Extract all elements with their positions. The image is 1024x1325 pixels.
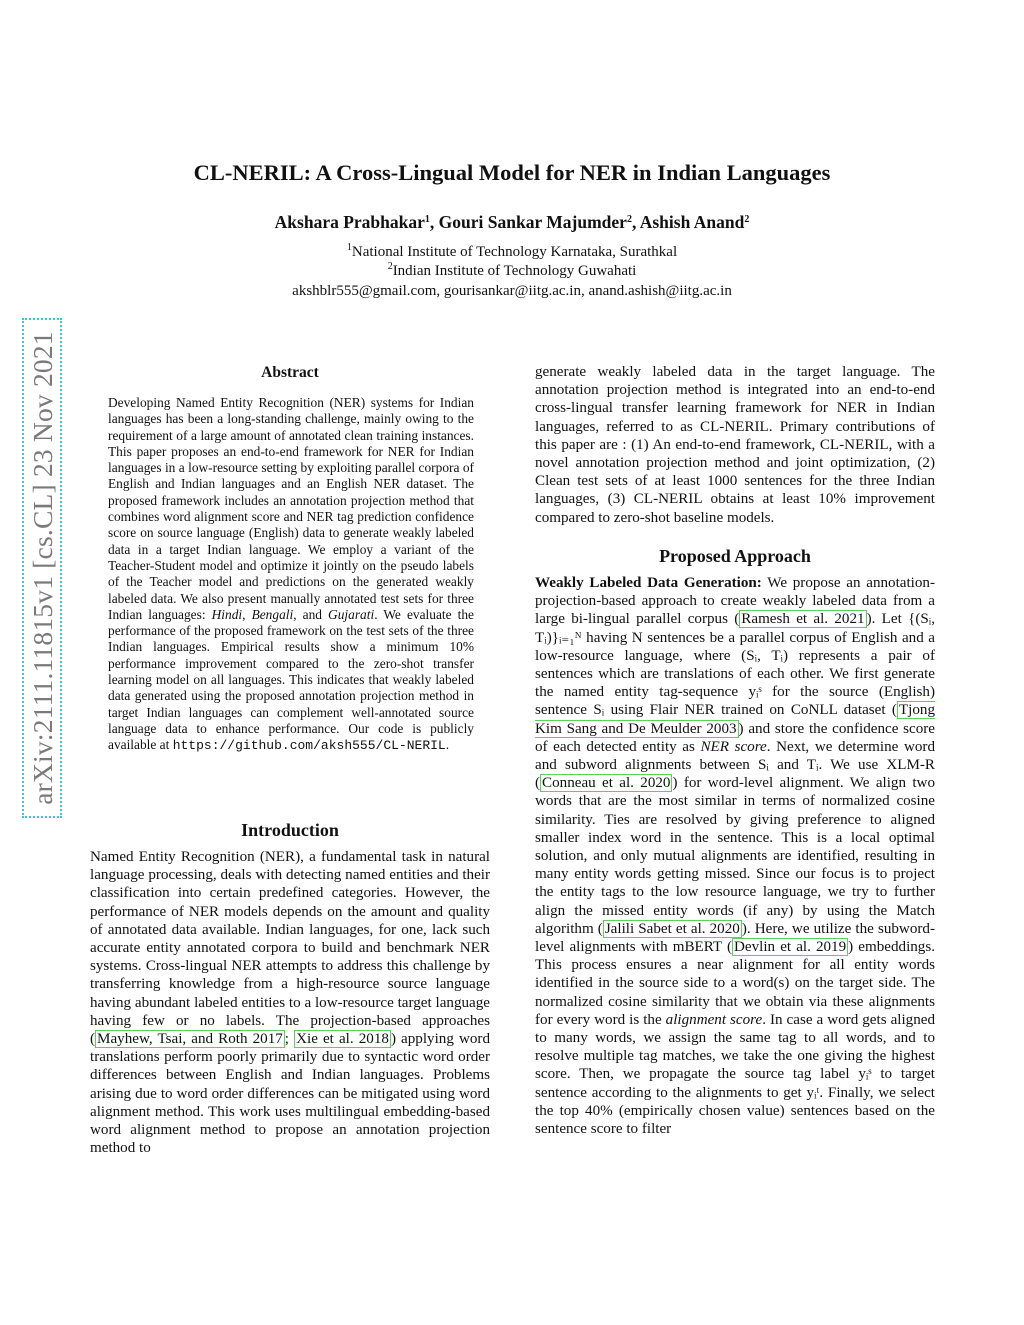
approach-text: ) for word-level alignment. We align two words that are the most similar in terms of normalized cosine similarity. Ties are resolved by giving preference to aligned smaller index word in the sentence. This is a local optimal solution, and only mutual alignments are identified, resulting in many entity words getting missed. Since our focus is to project the entity tags to the low resource language, we try to further align the missed entity words (if any) by using the Match algorithm ( <box>535 775 935 937</box>
affiliation-mark: 2 <box>387 261 393 272</box>
citation-link[interactable]: Tjong Kim Sang and De Meulder 2003 <box>535 702 935 737</box>
approach-text: ). Let {(Sᵢ, Tᵢ)}ᵢ₌₁ᴺ having N sentences be a parallel corpus of English and a low-resource language, where (Sᵢ, Tᵢ) represents a pair of sentences which are translations of each other. We first generate the named entity tag-sequence yᵢˢ for the source (English) sentence Sᵢ using Flair NER trained on CoNLL dataset ( <box>535 611 935 719</box>
separator: , and <box>293 606 329 622</box>
citation-link[interactable]: Devlin et al. 2019 <box>734 939 847 956</box>
author-affiliation-mark: 2 <box>626 214 632 225</box>
introduction-continued <box>535 363 935 527</box>
separator: , <box>242 606 252 622</box>
abstract-text: . We evaluate the performance of the proposed framework on the test sets of the three Indian languages. Empirical results show a minimum 10% performance improvement compared to the zero-shot transfer learning model on all languages. This indicates that weakly labeled data generated using the proposed annotation projection method in target Indian languages can complement well-annotated source language data to enhance performance. Our code is publicly available at <box>108 606 474 753</box>
abstract-body <box>108 395 474 755</box>
emphasis-term: alignment score <box>665 1011 763 1028</box>
language-name: Hindi <box>211 606 243 622</box>
language-name: Bengali <box>251 606 294 622</box>
approach-text: ). Here, we utilize the subword-level alignments with mBERT ( <box>535 920 935 956</box>
introduction-text: generate weakly labeled data in the target language. The annotation projection method is integrated into an end-to-end cross-lingual transfer learning framework for NER in Indian languages, referred to as CL-NERIL. Primary contributions of this paper are : (1) An end-to-end framework, CL-NERIL, with a novel annotation projection method and joint optimization, (2) Clean test sets of at least 1000 sentences for the three Indian languages, (3) CL-NERIL obtains at least 10% improvement compared to zero-shot baseline models. <box>535 364 935 526</box>
separator: ; <box>284 1031 295 1048</box>
proposed-approach-body <box>535 574 935 1138</box>
introduction-text: Named Entity Recognition (NER), a fundamental task in natural language processing, deals with detecting named entities and their classification into certain predefined categories. However, the performance of NER models depends on the amount and quality of annotated data available. Indian languages, for one, lack such accurate entity annotated corpora to build and benchmark NER systems. Cross-lingual NER attempts to address this challenge by transferring knowledge from a high-resource source language having abundant labeled entities to a low-resource target language having few or no labels. The projection-based approaches ( <box>90 849 490 1048</box>
author-line: Akshara Prabhakar$^1$, Gouri Sankar Majumder$^2$, Ashish Anand$^2$ <box>274 212 750 232</box>
language-name: Gujarati <box>328 606 375 622</box>
arxiv-side-label: arXiv:2111.11815v1 [cs.CL] 23 Nov 2021 <box>22 318 62 818</box>
author-name: Ashish Anand <box>639 212 745 232</box>
affiliation-text: National Institute of Technology Karnataka, Surathkal <box>351 244 678 260</box>
affiliation-1 <box>0 244 1024 261</box>
approach-text: ) and store the confidence score of each detected entity as <box>535 720 935 755</box>
abstract-heading: Abstract <box>261 364 319 381</box>
proposed-approach-heading: Proposed Approach <box>659 546 811 566</box>
approach-text: . In case a word gets aligned to many words, we assign the same tag to all words, and to resolve multiple tag matches, we take the one giving the highest score. Then, we propagate the source tag label yᵢˢ to target sentence according to the alignments to get yᵢᵗ. Finally, we select the top 40% (empirically chosen value) sentences based on the sentence score to filter <box>535 1011 935 1138</box>
author-affiliation-mark: 2 <box>744 214 750 225</box>
citation-link[interactable]: Mayhew, Tsai, and Roth 2017 <box>97 1031 283 1048</box>
abstract-text: Developing Named Entity Recognition (NER) systems for Indian languages has been a long-standing challenge, mainly owing to the requirement of a large amount of annotated clean training instances. This paper proposes an end-to-end framework for NER for Indian languages in a low-resource setting by exploiting parallel corpora of English and Indian languages and an English NER dataset. The proposed framework includes an annotation projection method that combines word alignment score and NER tag prediction confidence score on source language (English) data to generate weakly labeled data in a target Indian language. We employ a variant of the Teacher-Student model and optimize it jointly on the pseudo labels of the Teacher model and predictions on the generated weakly labeled data. We also present manually annotated test sets for three Indian languages: <box>108 395 474 622</box>
approach-text: ) embeddings. This process ensures a near alignment for all entity words identified in the source side to a word(s) on the target side. The normalized cosine similarity that we obtain via these alignments for every word is the <box>535 939 936 1028</box>
introduction-body <box>90 848 490 1157</box>
introduction-text: ) applying word translations perform poorly primarily due to syntactic word order differences between English and Indian languages. Problems arising due to word order differences can be mitigated using word alignment method. This work uses multilingual embedding-based word alignment method to propose an annotation projection method to <box>90 1031 490 1157</box>
affiliation-mark: 1 <box>346 242 352 253</box>
affiliation-2 <box>0 263 1024 280</box>
emphasis-term: NER score <box>700 738 767 755</box>
introduction-heading: Introduction <box>241 820 339 840</box>
citation-link[interactable]: Ramesh et al. 2021 <box>741 611 865 628</box>
affiliation-text: Indian Institute of Technology Guwahati <box>392 263 637 279</box>
approach-text: . Next, we determine word and subword alignments between Sᵢ and Tᵢ. We use XLM-R ( <box>535 738 935 792</box>
author-name: Akshara Prabhakar <box>274 212 425 232</box>
separator: . <box>445 737 450 753</box>
code-url-link[interactable]: https://github.com/aksh555/CL-NERIL <box>172 738 446 754</box>
approach-text: We propose an annotation-projection-based approach to create weakly labeled data from a large bi-lingual parallel corpus ( <box>535 575 935 628</box>
paper-title: CL-NERIL: A Cross-Lingual Model for NER in Indian Languages <box>193 160 831 185</box>
author-name: Gouri Sankar Majumder <box>438 212 627 232</box>
author-affiliation-mark: 1 <box>424 214 430 225</box>
citation-link[interactable]: Conneau et al. 2020 <box>542 775 671 792</box>
citation-link[interactable]: Xie et al. 2018 <box>296 1031 389 1048</box>
author-emails: akshblr555@gmail.com, gourisankar@iitg.ac.in, anand.ashish@iitg.ac.in <box>292 283 732 299</box>
subsection-heading: Weakly Labeled Data Generation: <box>535 575 762 591</box>
citation-link[interactable]: Jalili Sabet et al. 2020 <box>604 920 740 937</box>
